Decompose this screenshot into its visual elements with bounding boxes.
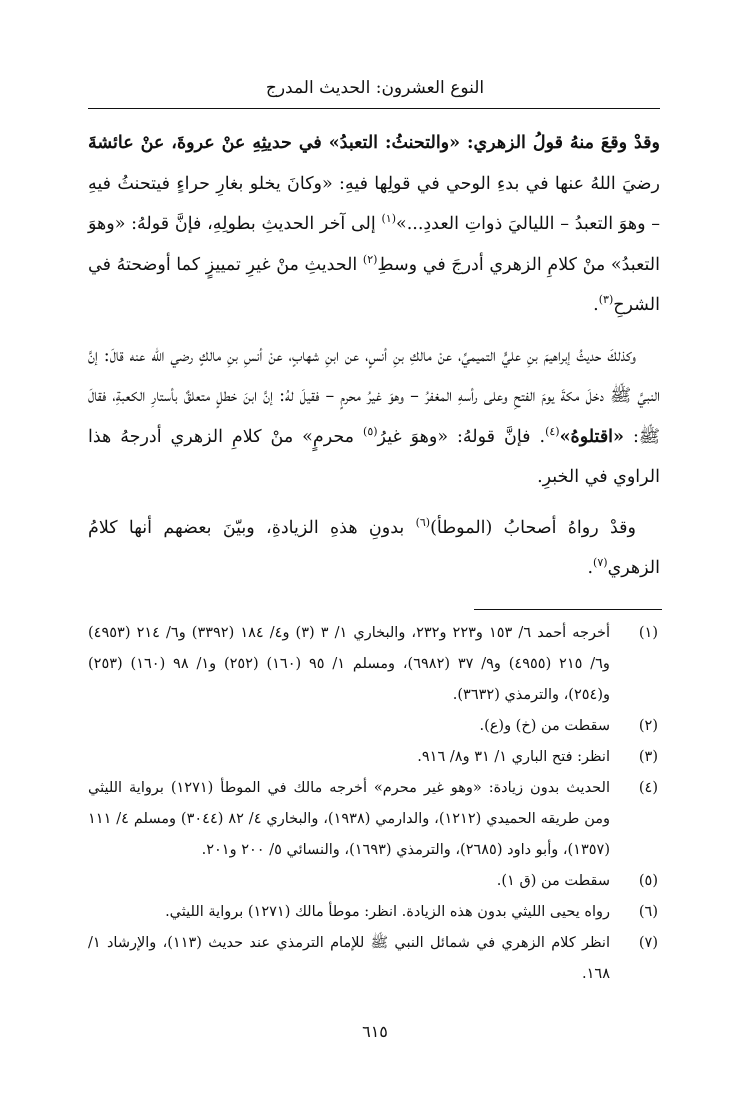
footnote-item [88,773,660,866]
paragraph-3-text-a: وقدْ رواهُ أصحابُ (الموطأ) [430,517,636,538]
footnote-item [88,742,660,773]
footnote-text: انظر كلام الزهري في شمائل النبي ﷺ للإمام الترمذي عند حديث (١١٣)، والإرشاد ١/ ١٦٨. [88,935,610,982]
footnote-item [88,866,660,897]
footnote-number: (٣) [638,749,658,765]
paragraph-3 [88,508,660,589]
footnote-item [88,618,660,711]
footnote-text: انظر: فتح الباري ١/ ٣١ و٨/ ٩١٦. [417,749,610,765]
page-number: ٦١٥ [362,1022,388,1041]
footnote-text: رواه يحيى الليثي بدون هذه الزيادة. انظر: موطأ مالك (١٢٧١) برواية الليثي. [165,904,610,920]
paragraph-1-text-b: إلى آخر الحديثِ بطولِهِ، فإنَّ قولهُ: «وهوَ التعبدُ» منْ كلامِ الزهري أدرجَ في وسطِ [88,214,660,275]
footnote-number: (٧) [638,935,658,951]
footnote-ref-3[interactable]: (٣) [598,293,614,306]
paragraph-1-text-a: رضيَ اللهُ عنها في بدءِ الوحي في قولِها فيهِ: «وكانَ يخلو بغارِ حراءٍ فيتحنثُ فيهِ – وهوَ التعبدُ – اللياليَ ذواتِ العددِ...» [88,173,660,234]
footnote-number: (٢) [638,718,658,734]
footnote-separator [474,609,662,610]
footnote-item [88,711,660,742]
running-header: النوع العشرون: الحديث المدرج [265,78,485,98]
footnote-number: (١) [638,625,658,641]
main-text [88,123,660,589]
footnote-ref-7[interactable]: (٧) [593,556,608,569]
paragraph-2-text-b: . فإنَّ قولهُ: «وهوَ غيرُ [377,426,546,447]
footnote-number: (٤) [638,780,658,796]
paragraph-2-text-c: محرمٍ» منْ كلامِ الزهري أدرجهُ هذا الراوي في الخبرِ. [88,426,660,487]
paragraph-1-lead: وقدْ وقعَ منهُ قولُ الزهري: «والتحنثُ: التعبدُ» في حديثِهِ عنْ عروةَ، عنْ عائشةَ [88,133,660,153]
paragraph-3-text-c: . [587,558,594,578]
footnote-text: أخرجه أحمد ٦/ ١٥٣ و٢٢٣ و٢٣٢، والبخاري ١/ ٣ (٣) و٤/ ١٨٤ (٣٣٩٢) و٦/ ٢١٤ (٤٩٥٣) و٦/ ٢١٥ (٤٩٥٥) و٩/ ٣٧ (٦٩٨٢)، ومسلم ١/ ٩٥ (١٦٠) (٢٥٢) و١/ ٩٨ (١٦٠) (٢٥٣) و(٢٥٤)، والترمذي (٣٦٣٢). [88,625,610,703]
header-rule [88,108,660,109]
footnote-ref-6[interactable]: (٦) [415,515,431,529]
footnote-number: (٦) [638,904,658,920]
paragraph-2-text-a: وكذلكَ حديثُ إبراهيمَ بنِ عليٍّ التميميِّ، عنْ مالكِ بنِ أنسٍ، عن ابنِ شهابٍ، عنْ أنسِ بنِ مالكٍ رضي الله عنه قالَ: إنَّ النبيَّ ﷺ دخلَ مكةَ يومَ الفتحِ وعلى رأسهِ المغفرُ – وهوَ غيرُ محرمٍ – فقيلَ لهُ: إنَّ ابنَ خطلٍ متعلقٌ بأستارِ الكعبةِ، فقالَ ﷺ: [88,345,660,447]
footnote-text: الحديث بدون زيادة: «وهو غير محرم» أخرجه مالك في الموطأ (١٢٧١) برواية الليثي ومن طريقه الحميدي (١٢١٢)، والدارمي (١٩٣٨)، والبخاري ٤/ ٨٢ (٣٠٤٤) ومسلم ٤/ ١١١ (١٣٥٧)، وأبو داود (٢٦٨٥)، والترمذي (١٦٩٣)، والنسائي ٥/ ٢٠٠ و٢٠١. [88,780,611,858]
paragraph-2 [88,336,660,498]
footnote-ref-4[interactable]: (٤) [545,424,560,438]
paragraph-2-quote: «اقتلوهُ» [559,426,624,447]
paragraph-1-end: . [593,295,599,315]
footnote-text: سقطت من (ق ١). [496,873,610,889]
footnote-ref-5[interactable]: (٥) [363,424,378,438]
footnote-item [88,897,660,928]
paragraph-1-text-c: الحديثِ منْ غيرِ تمييزٍ كما أوضحتهُ في الشرحِ [88,254,660,315]
footnote-ref-1[interactable]: (١) [381,212,396,225]
paragraph-1 [88,123,660,326]
footnotes [88,618,660,990]
footnote-number: (٥) [638,873,658,889]
footnote-text: سقطت من (خ) و(ع). [479,718,610,734]
footnote-ref-2[interactable]: (٢) [362,252,378,266]
footnote-item [88,928,660,990]
paragraph-3-text-b: بدونِ هذهِ الزيادةِ، وبيّنَ بعضهم أنها كلامُ الزهري [88,517,660,578]
